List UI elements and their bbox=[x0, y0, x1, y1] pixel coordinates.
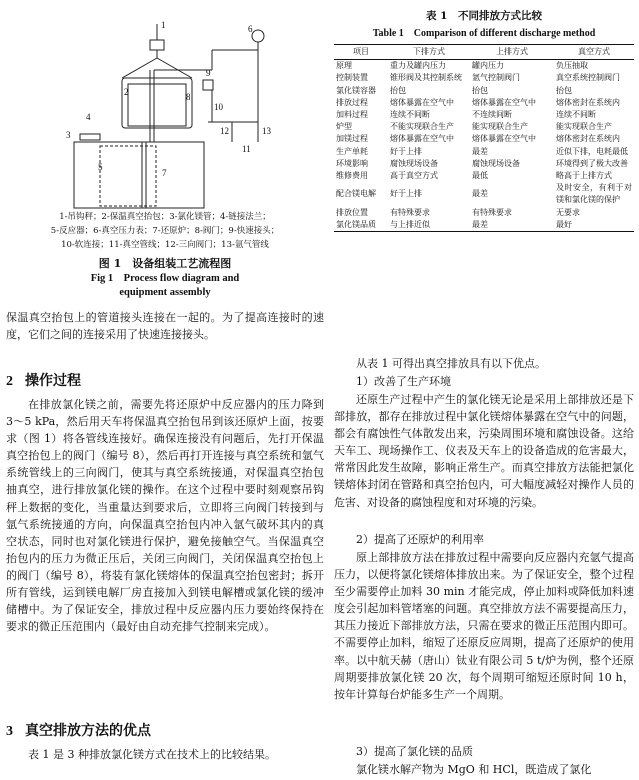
header-vacuum: 真空方式 bbox=[554, 45, 634, 60]
table-cell: 腐蚀现场设备 bbox=[390, 158, 438, 168]
section-heading-3 bbox=[6, 720, 151, 740]
table-cell: 抬包 bbox=[472, 85, 488, 95]
legend-line: 1-吊钩秤；2-保温真空抬包；3-氯化镁管；4-链接法兰； bbox=[59, 212, 271, 222]
label-5: 5 bbox=[98, 162, 103, 172]
table-cell: 抬包 bbox=[390, 85, 406, 95]
table-cell: 有特殊要求 bbox=[390, 207, 430, 217]
table-cell: 生产单耗 bbox=[336, 146, 368, 156]
table-row bbox=[334, 170, 634, 182]
table-cell: 环境影响 bbox=[336, 158, 368, 168]
table-header-row bbox=[334, 45, 634, 60]
table-row bbox=[334, 109, 634, 121]
table-row bbox=[334, 158, 634, 170]
table-cell: 及时安全，有利于对镁和氯化镁的保护 bbox=[556, 183, 632, 205]
table-cell: 控制装置 bbox=[336, 73, 368, 83]
table-cell: 熔体暴露在空气中 bbox=[390, 97, 454, 107]
table-cell: 有特殊要求 bbox=[472, 207, 512, 217]
label-8: 8 bbox=[186, 92, 191, 102]
table-cell: 重力及罐内压力 bbox=[390, 61, 446, 71]
paragraph-quality: 氯化镁水解产物为 MgO 和 HCl，既造成了氯化 bbox=[356, 763, 592, 776]
figure-title-en: Fig 1 Process flow diagram and bbox=[90, 273, 240, 284]
table-cell: 能实现联合生产 bbox=[472, 122, 528, 132]
table-cell: 罐内压力 bbox=[472, 61, 504, 71]
table-cell: 无要求 bbox=[556, 207, 580, 217]
table-cell: 近似下排，电耗最低 bbox=[556, 146, 628, 156]
section-number: 2 bbox=[6, 374, 13, 389]
table-title-cn: 表 1 不同排放方式比较 bbox=[426, 10, 542, 22]
table-cell: 氯化镁容器 bbox=[336, 85, 376, 95]
table-cell: 炉型 bbox=[336, 122, 352, 132]
label-6: 6 bbox=[248, 24, 253, 34]
table-cell: 配合镁电解 bbox=[336, 189, 376, 199]
table-cell: 与上排近似 bbox=[388, 219, 470, 232]
figure-legend bbox=[6, 210, 324, 252]
section-heading-2 bbox=[6, 370, 81, 390]
table-cell: 好于上排 bbox=[390, 146, 422, 156]
table-cell: 熔体暴露在空气中 bbox=[472, 134, 536, 144]
header-bottom: 下排方式 bbox=[388, 45, 470, 60]
paragraph-intro: 从表 1 可得出真空排放具有以下优点。 bbox=[356, 357, 546, 370]
table-cell: 好于上排 bbox=[390, 189, 422, 199]
table-cell: 连续不间断 bbox=[390, 110, 430, 120]
item-1-title: 1）改善了生产环境 bbox=[356, 375, 451, 388]
label-3: 3 bbox=[66, 130, 71, 140]
table-cell: 真空系统控制阀门 bbox=[556, 73, 620, 83]
label-11: 11 bbox=[242, 144, 251, 154]
table-cell: 熔体暴露在空气中 bbox=[390, 134, 454, 144]
table-row bbox=[334, 72, 634, 84]
figure-title-en-continued: equipment assembly bbox=[119, 287, 211, 298]
section-title: 操作过程 bbox=[25, 373, 81, 389]
table-cell: 最低 bbox=[472, 171, 488, 181]
item-3-title: 3）提高了氯化镁的品质 bbox=[356, 745, 473, 758]
table-row bbox=[334, 85, 634, 97]
process-flow-diagram bbox=[62, 10, 282, 210]
table-row bbox=[334, 97, 634, 109]
table-cell: 不能实现联合生产 bbox=[390, 122, 454, 132]
table-cell: 连续不间断 bbox=[556, 110, 596, 120]
paragraph-connection: 保温真空抬包上的管道接头连接在一起的。为了提高连接时的速度，它们之间的连接采用了快速连接接头。 bbox=[6, 311, 324, 342]
table-cell: 原理 bbox=[336, 61, 352, 71]
section-number: 3 bbox=[6, 724, 13, 739]
table-cell: 维修费用 bbox=[336, 171, 368, 181]
table-cell: 略高于上排方式 bbox=[556, 171, 612, 181]
label-13: 13 bbox=[262, 126, 271, 136]
table-cell: 加镁过程 bbox=[336, 134, 368, 144]
legend-line: 5-反应器；6-真空压力表；7-还原炉；8-阀门；9-快速接头； bbox=[50, 226, 280, 236]
table-cell: 腐蚀现场设备 bbox=[472, 158, 520, 168]
table-row bbox=[334, 146, 634, 158]
header-item: 项目 bbox=[334, 45, 388, 60]
paragraph-operation: 在排放氯化镁之前，需要先将还原炉中反应器内的压力降到 3～5 kPa，然后用天车将保温真空抬包吊到该还原炉上面，按要求（图 1）将各管线连接好。确保连接没有问题后，先打开保温真空抬包上的阀门（编号 8），然后再打开连接与真空系统和氩气系统管线上的三向阀门，使其与真空系统接通，对保温真空抬包抽真空，进行排放氯化镁的操作。在这个过程中要时刻观察吊钩秤上数据的变化，当重量达到要求后，立即将三向阀门转接到与氩气系统接通的方向，向保温真空抬包内冲入氩气破坏其内的真空状态，同时也对氯化镁进行保护，避免接触空气。当保温真空抬包内的压力为微正压后，关闭三向阀门，关闭保温真空抬包上的阀门（编号 8），将装有氯化镁熔体的保温真空抬包密封；拆开所有管线，运到镁电解厂房直接加入到镁电解槽或氯化镁的缓冲储槽中。为了保证安全，排放过程中反应器内压力要始终保持在要求的微正压范围内（最好由自动充排气控制来完成）。 bbox=[6, 398, 324, 634]
table-cell: 熔体密封在系统内 bbox=[556, 134, 620, 144]
table-cell: 排放过程 bbox=[336, 97, 368, 107]
table-cell: 不连续间断 bbox=[472, 110, 512, 120]
paragraph-advantages-intro: 表 1 是 3 种排放氯化镁方式在技术上的比较结果。 bbox=[28, 748, 276, 761]
legend-line: 10-软连接；11-真空管线；12-三向阀门；13-氩气管线 bbox=[61, 240, 269, 250]
table-cell: 最好 bbox=[554, 219, 634, 232]
table-cell: 最差 bbox=[470, 219, 554, 232]
table-cell: 环境得到了极大改善 bbox=[556, 158, 628, 168]
label-1: 1 bbox=[161, 20, 166, 30]
table-row bbox=[334, 182, 634, 206]
vacuum-ladle-shape bbox=[122, 78, 192, 128]
item-2-title: 2）提高了还原炉的利用率 bbox=[356, 533, 484, 546]
table-cell: 加料过程 bbox=[336, 110, 368, 120]
table-cell: 氯化镁品质 bbox=[334, 219, 388, 232]
table-row bbox=[334, 207, 634, 219]
comparison-table bbox=[334, 44, 634, 232]
hook-scale-shape bbox=[150, 40, 164, 50]
reduction-furnace-shape bbox=[74, 142, 204, 208]
table-cell: 能实现联合生产 bbox=[556, 122, 612, 132]
section-title: 真空排放方法的优点 bbox=[25, 723, 151, 739]
table-row bbox=[334, 133, 634, 145]
label-7: 7 bbox=[162, 168, 167, 178]
table-cell: 锥形阀及其控制系统 bbox=[390, 73, 462, 83]
figure-title-cn: 图 1 设备组装工艺流程图 bbox=[98, 257, 232, 270]
table-cell: 熔体密封在系统内 bbox=[556, 97, 620, 107]
table-cell: 最差 bbox=[472, 146, 488, 156]
table-cell: 抬包 bbox=[556, 85, 572, 95]
table-cell: 负压抽取 bbox=[556, 61, 588, 71]
header-top: 上排方式 bbox=[470, 45, 554, 60]
paragraph-utilization: 原上部排放方法在排放过程中需要向反应器内充氩气提高压力，以便将氯化镁熔体排放出来。为了保证安全，整个过程至少需要停止加料 30 min 才能完成，停止加料或降低加料速度会引起加料管堵塞的问题。真空排放方法不需要提高压力，其压力接近下部排放方法，只需在要求的微正压范围内即可。不需要停止加料，缩短了还原反应周期，提高了还原炉的使用率。以中航天赫（唐山）钛业有限公司 5 t/炉为例，整个还原周期要排放氯化镁 20 次，每个周期可缩短还原时间 10 h，按年计算每台炉能多生产一个周期。 bbox=[334, 551, 634, 701]
table-cell: 高于真空方式 bbox=[390, 171, 438, 181]
table-title-en: Table 1 Comparison of different discharge method bbox=[372, 28, 596, 39]
paragraph-environment: 还原生产过程中产生的氯化镁无论是采用上部排放还是下部排放，都存在排放过程中氯化镁熔体暴露在空气中的问题，都会有腐蚀性气体散发出来，污染周围环境和腐蚀设备。这给天车工、现场操作工、仪表及天车上的设备造成的危害最大，常常因此发生故障，影响正常生产。而真空排放方法能把氯化镁熔体封闭在管路和真空抬包内，可大幅度减轻对操作人员的危害、对设备的腐蚀程度和对环境的污染。 bbox=[334, 393, 634, 509]
table-row bbox=[334, 219, 634, 232]
table-cell: 氩气控制阀门 bbox=[472, 73, 520, 83]
label-2: 2 bbox=[124, 87, 129, 97]
label-10: 10 bbox=[214, 102, 223, 112]
vacuum-gauge-shape bbox=[252, 30, 264, 42]
label-9: 9 bbox=[206, 68, 211, 78]
label-4: 4 bbox=[86, 112, 91, 122]
table-cell: 排放位置 bbox=[336, 207, 368, 217]
label-12: 12 bbox=[220, 126, 229, 136]
table-cell: 熔体暴露在空气中 bbox=[472, 97, 536, 107]
table-row bbox=[334, 121, 634, 133]
table-row bbox=[334, 60, 634, 73]
table-cell: 最差 bbox=[472, 189, 488, 199]
